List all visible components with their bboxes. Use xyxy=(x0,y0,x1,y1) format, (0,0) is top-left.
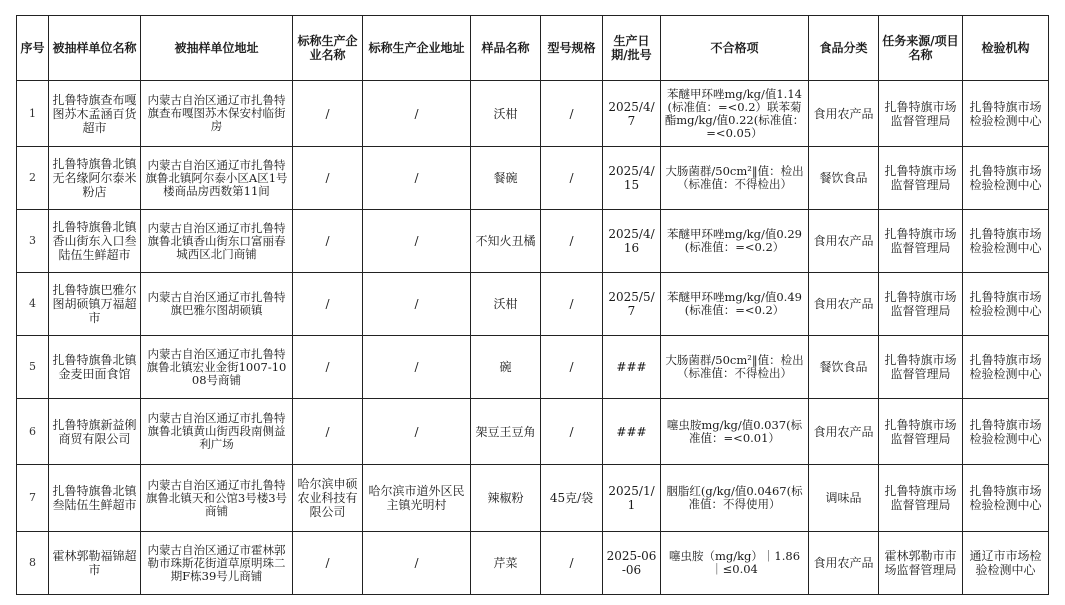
cell-lab: 扎鲁特旗市场检验检测中心 xyxy=(963,147,1049,210)
cell-date-batch: 2025/4/15 xyxy=(603,147,661,210)
cell-task-source: 扎鲁特旗市场监督管理局 xyxy=(879,210,963,273)
cell-category: 食用农产品 xyxy=(809,81,879,147)
inspection-result-table xyxy=(16,15,1049,595)
cell-sample-name: 餐碗 xyxy=(471,147,541,210)
cell-unit-address: 内蒙古自治区通辽市扎鲁特旗鲁北镇香山街东口富丽春城西区北门商铺 xyxy=(141,210,293,273)
cell-nonconform: 胭脂红(g/kg/值0.0467(标准值：不得使用） xyxy=(661,465,809,532)
cell-unit-address: 内蒙古自治区通辽市扎鲁特旗鲁北镇黄山街西段南侧益利广场 xyxy=(141,399,293,465)
cell-lab: 扎鲁特旗市场检验检测中心 xyxy=(963,273,1049,336)
cell-sample-name: 不知火丑橘 xyxy=(471,210,541,273)
header-producer-name: 标称生产企业名称 xyxy=(293,16,363,81)
cell-lab: 通辽市市场检验检测中心 xyxy=(963,532,1049,595)
cell-unit-name: 扎鲁特旗鲁北镇无名缘阿尔泰米粉店 xyxy=(49,147,141,210)
cell-nonconform: 苯醚甲环唑mg/kg/值0.29(标准值：=<0.2） xyxy=(661,210,809,273)
cell-category: 食用农产品 xyxy=(809,210,879,273)
cell-category: 调味品 xyxy=(809,465,879,532)
cell-unit-address: 内蒙古自治区通辽市扎鲁特旗鲁北镇天和公馆3号楼3号商铺 xyxy=(141,465,293,532)
cell-spec: / xyxy=(541,81,603,147)
header-nonconform: 不合格项 xyxy=(661,16,809,81)
cell-unit-address: 内蒙古自治区通辽市扎鲁特旗鲁北镇阿尔泰小区A区1号楼商品房西数第11间 xyxy=(141,147,293,210)
cell-task-source: 霍林郭勒市市场监督管理局 xyxy=(879,532,963,595)
table-row xyxy=(17,465,1049,532)
cell-sample-name: 架豆王豆角 xyxy=(471,399,541,465)
cell-producer-address: 哈尔滨市道外区民主镇光明村 xyxy=(363,465,471,532)
cell-sample-name: 辣椒粉 xyxy=(471,465,541,532)
cell-producer-name: / xyxy=(293,399,363,465)
header-row xyxy=(17,16,1049,81)
cell-sample-name: 碗 xyxy=(471,336,541,399)
cell-unit-name: 扎鲁特旗巴雅尔图胡硕镇万福超市 xyxy=(49,273,141,336)
cell-lab: 扎鲁特旗市场检验检测中心 xyxy=(963,399,1049,465)
cell-lab: 扎鲁特旗市场检验检测中心 xyxy=(963,81,1049,147)
cell-unit-name: 扎鲁特旗新益俐商贸有限公司 xyxy=(49,399,141,465)
cell-spec: / xyxy=(541,147,603,210)
cell-producer-address: / xyxy=(363,81,471,147)
header-date-batch: 生产日期/批号 xyxy=(603,16,661,81)
header-producer-address: 标称生产企业地址 xyxy=(363,16,471,81)
table-row xyxy=(17,273,1049,336)
cell-producer-address: / xyxy=(363,336,471,399)
cell-unit-name: 扎鲁特旗鲁北镇叁陆伍生鲜超市 xyxy=(49,465,141,532)
cell-spec: 45克/袋 xyxy=(541,465,603,532)
cell-producer-name: 哈尔滨申硕农业科技有限公司 xyxy=(293,465,363,532)
cell-nonconform: 苯醚甲环唑mg/kg/值0.49(标准值：=<0.2） xyxy=(661,273,809,336)
cell-category: 食用农产品 xyxy=(809,532,879,595)
cell-date-batch: 2025/4/7 xyxy=(603,81,661,147)
cell-producer-name: / xyxy=(293,210,363,273)
cell-seq: 4 xyxy=(17,273,49,336)
table-row xyxy=(17,399,1049,465)
cell-date-batch: 2025/4/16 xyxy=(603,210,661,273)
cell-producer-address: / xyxy=(363,210,471,273)
cell-category: 食用农产品 xyxy=(809,273,879,336)
cell-lab: 扎鲁特旗市场检验检测中心 xyxy=(963,336,1049,399)
cell-lab: 扎鲁特旗市场检验检测中心 xyxy=(963,210,1049,273)
cell-task-source: 扎鲁特旗市场监督管理局 xyxy=(879,465,963,532)
cell-unit-name: 扎鲁特旗查布嘎图苏木孟涵百货超市 xyxy=(49,81,141,147)
cell-date-batch: ### xyxy=(603,399,661,465)
cell-nonconform: 苯醚甲环唑mg/kg/值1.14(标准值：=<0.2）联苯菊酯mg/kg/值0.22(标准值：=<0.05） xyxy=(661,81,809,147)
cell-producer-address: / xyxy=(363,399,471,465)
cell-seq: 7 xyxy=(17,465,49,532)
cell-unit-address: 内蒙古自治区通辽市扎鲁特旗巴雅尔图胡硕镇 xyxy=(141,273,293,336)
cell-nonconform: 噻虫胺mg/kg/值0.037(标准值：=<0.01） xyxy=(661,399,809,465)
cell-sample-name: 沃柑 xyxy=(471,81,541,147)
cell-task-source: 扎鲁特旗市场监督管理局 xyxy=(879,273,963,336)
cell-task-source: 扎鲁特旗市场监督管理局 xyxy=(879,336,963,399)
cell-producer-name: / xyxy=(293,81,363,147)
header-lab: 检验机构 xyxy=(963,16,1049,81)
cell-seq: 3 xyxy=(17,210,49,273)
cell-producer-name: / xyxy=(293,532,363,595)
cell-category: 餐饮食品 xyxy=(809,336,879,399)
cell-date-batch: ### xyxy=(603,336,661,399)
header-unit-name: 被抽样单位名称 xyxy=(49,16,141,81)
cell-producer-address: / xyxy=(363,273,471,336)
cell-lab: 扎鲁特旗市场检验检测中心 xyxy=(963,465,1049,532)
cell-nonconform: 大肠菌群/50cm²‖值：检出（标准值：不得检出） xyxy=(661,147,809,210)
cell-unit-name: 霍林郭勒福锦超市 xyxy=(49,532,141,595)
cell-category: 食用农产品 xyxy=(809,399,879,465)
cell-date-batch: 2025/5/7 xyxy=(603,273,661,336)
cell-unit-name: 扎鲁特旗鲁北镇金麦田面食馆 xyxy=(49,336,141,399)
header-spec: 型号规格 xyxy=(541,16,603,81)
cell-seq: 6 xyxy=(17,399,49,465)
table-row xyxy=(17,81,1049,147)
cell-producer-name: / xyxy=(293,273,363,336)
cell-sample-name: 沃柑 xyxy=(471,273,541,336)
cell-unit-address: 内蒙古自治区通辽市霍林郭勒市珠斯花街道草原明珠二期F栋39号儿商铺 xyxy=(141,532,293,595)
header-seq: 序号 xyxy=(17,16,49,81)
cell-producer-address: / xyxy=(363,147,471,210)
cell-spec: / xyxy=(541,273,603,336)
cell-producer-name: / xyxy=(293,147,363,210)
cell-unit-address: 内蒙古自治区通辽市扎鲁特旗查布嘎图苏木保安村临街房 xyxy=(141,81,293,147)
table-row xyxy=(17,147,1049,210)
table-row xyxy=(17,210,1049,273)
cell-sample-name: 芹菜 xyxy=(471,532,541,595)
cell-spec: / xyxy=(541,532,603,595)
header-unit-address: 被抽样单位地址 xyxy=(141,16,293,81)
cell-spec: / xyxy=(541,210,603,273)
header-sample-name: 样品名称 xyxy=(471,16,541,81)
cell-seq: 2 xyxy=(17,147,49,210)
cell-unit-address: 内蒙古自治区通辽市扎鲁特旗鲁北镇宏业金街1007-1008号商铺 xyxy=(141,336,293,399)
cell-task-source: 扎鲁特旗市场监督管理局 xyxy=(879,81,963,147)
cell-unit-name: 扎鲁特旗鲁北镇香山街东入口叁陆伍生鲜超市 xyxy=(49,210,141,273)
table-row xyxy=(17,532,1049,595)
cell-seq: 8 xyxy=(17,532,49,595)
cell-nonconform: 大肠菌群/50cm²‖值：检出（标准值：不得检出） xyxy=(661,336,809,399)
header-category: 食品分类 xyxy=(809,16,879,81)
cell-date-batch: 2025-06-06 xyxy=(603,532,661,595)
cell-task-source: 扎鲁特旗市场监督管理局 xyxy=(879,147,963,210)
cell-category: 餐饮食品 xyxy=(809,147,879,210)
cell-nonconform: 噻虫胺（mg/kg）｜1.86｜≤0.04 xyxy=(661,532,809,595)
cell-date-batch: 2025/1/1 xyxy=(603,465,661,532)
cell-producer-name: / xyxy=(293,336,363,399)
cell-seq: 1 xyxy=(17,81,49,147)
cell-spec: / xyxy=(541,399,603,465)
header-task-source: 任务来源/项目名称 xyxy=(879,16,963,81)
cell-seq: 5 xyxy=(17,336,49,399)
cell-spec: / xyxy=(541,336,603,399)
table-row xyxy=(17,336,1049,399)
cell-producer-address: / xyxy=(363,532,471,595)
cell-task-source: 扎鲁特旗市场监督管理局 xyxy=(879,399,963,465)
